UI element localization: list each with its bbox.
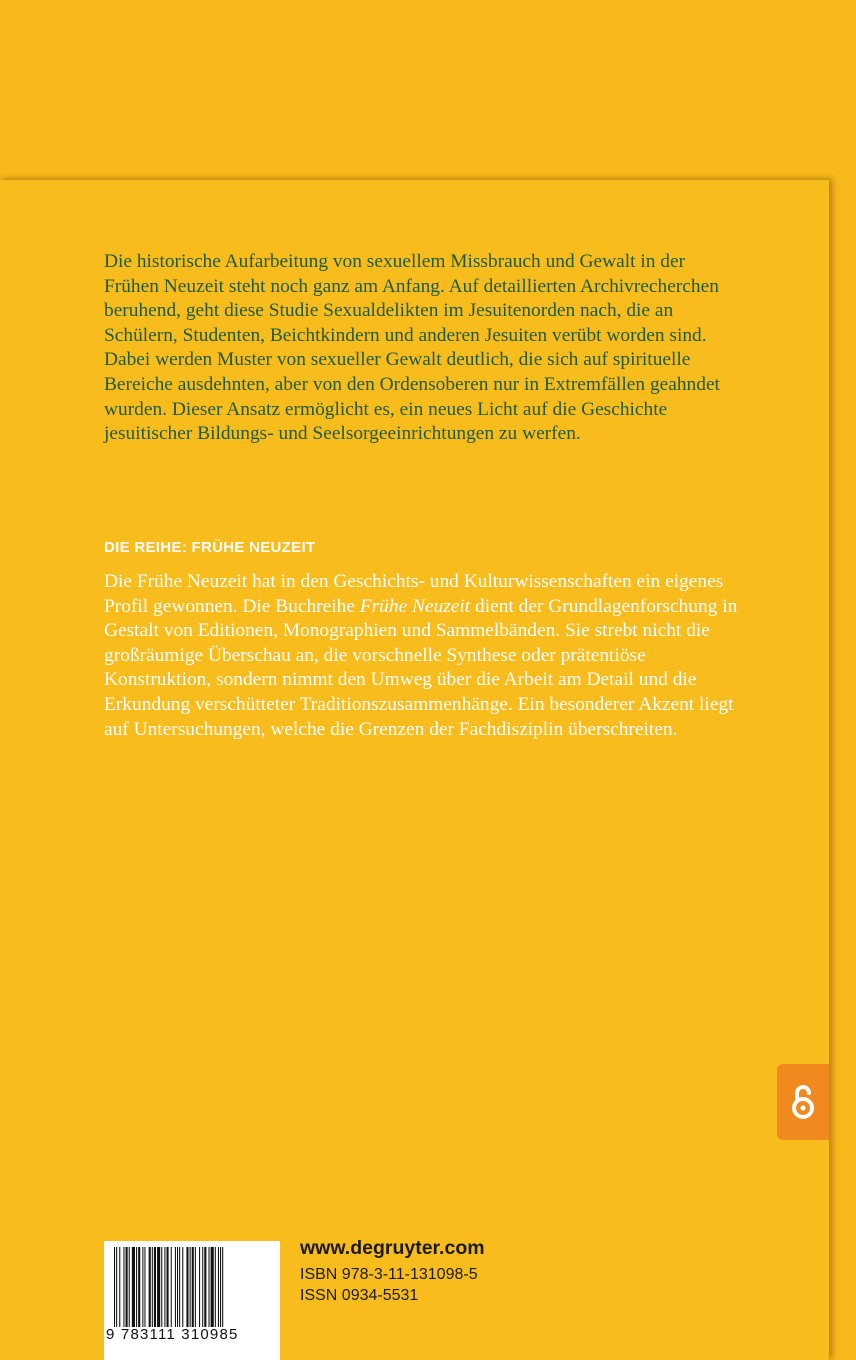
barcode-bar bbox=[171, 1247, 172, 1327]
isbn-number: ISBN 978-3-11-131098-5 bbox=[300, 1266, 478, 1283]
issn-number: ISSN 0934-5531 bbox=[300, 1287, 419, 1304]
barcode-bar bbox=[218, 1247, 219, 1327]
barcode-bars bbox=[114, 1247, 270, 1327]
barcode-bar bbox=[161, 1247, 162, 1327]
barcode-bar bbox=[136, 1247, 137, 1327]
barcode-bar bbox=[126, 1247, 128, 1327]
barcode-bar bbox=[142, 1247, 143, 1327]
barcode-bar bbox=[179, 1247, 180, 1327]
barcode-bar bbox=[114, 1247, 115, 1327]
barcode-bar bbox=[177, 1247, 178, 1327]
series-text-end: dient der Grundlagenforschung in Gestalt von Editionen, Monographien und Sammelbänden. Sie strebt nicht die großräumige Überschau an, die vorschnelle Synthese oder prätentiöse Konstruktion, sondern nimmt den Umweg über die Arbeit am Detail und die Erkundung verschütteter Traditionszusammenhänge. Ein besonderer Akzent liegt auf Untersuchungen, welche die Grenzen der Fachdisziplin überschreiten. bbox=[104, 595, 738, 740]
barcode-bar bbox=[220, 1247, 221, 1327]
barcode-bar bbox=[186, 1247, 188, 1327]
barcode-bar bbox=[222, 1247, 223, 1327]
barcode-bar bbox=[138, 1247, 140, 1327]
publisher-info bbox=[300, 1237, 485, 1306]
barcode-bar bbox=[119, 1247, 120, 1327]
barcode-bar bbox=[215, 1247, 216, 1327]
barcode-bar bbox=[132, 1247, 135, 1327]
series-heading: DIE REIHE: FRÜHE NEUZEIT bbox=[104, 539, 316, 556]
barcode-bar bbox=[211, 1247, 214, 1327]
barcode-bar bbox=[152, 1247, 153, 1327]
barcode-bar bbox=[154, 1247, 156, 1327]
barcode-bar bbox=[149, 1247, 151, 1327]
barcode-bar bbox=[157, 1247, 160, 1327]
barcode-bar bbox=[175, 1247, 176, 1327]
book-description: Die historische Aufarbeitung von sexuellem Missbrauch und Gewalt in der Frühen Neuzeit steht noch ganz am Anfang. Auf detaillierten Archivrecherchen beruhend, geht diese Studie Sexualdelikten im Jesuitenorden nach, die an Schülern, Studenten, Beichtkindern und anderen Jesuiten verübt worden sind. Dabei werden Muster von sexueller Gewalt deutlich, die sich auf spirituelle Bereiche ausdehnten, aber von den Ordensoberen nur in Extremfällen geahndet wurden. Dieser Ansatz ermöglicht es, ein neues Licht auf die Geschichte jesuitischer Bildungs- und Seelsorgeeinrichtungen zu werfen. bbox=[104, 251, 720, 445]
series-description bbox=[104, 570, 754, 742]
barcode-bar bbox=[192, 1247, 194, 1327]
barcode-bar bbox=[202, 1247, 203, 1327]
open-access-lock-icon bbox=[788, 1082, 818, 1122]
barcode-bar bbox=[116, 1247, 117, 1327]
series-title: Frühe Neuzeit bbox=[359, 595, 471, 617]
barcode-number: 9 783111 310985 bbox=[106, 1326, 239, 1343]
barcode bbox=[104, 1241, 280, 1360]
open-access-tab bbox=[777, 1064, 829, 1140]
barcode-bar bbox=[199, 1247, 200, 1327]
barcode-bar bbox=[209, 1247, 210, 1327]
barcode-bar bbox=[195, 1247, 196, 1327]
barcode-bar bbox=[182, 1247, 183, 1327]
series-text-start: Die Frühe Neuzeit hat in den Geschichts- und Kulturwissenschaften ein eigenes Profil gewonnen. Die Buchreihe bbox=[104, 571, 724, 617]
barcode-bar bbox=[129, 1247, 130, 1327]
barcode-bar bbox=[190, 1247, 191, 1327]
barcode-bar bbox=[144, 1247, 145, 1327]
barcode-bar bbox=[164, 1247, 165, 1327]
barcode-bar bbox=[204, 1247, 206, 1327]
publisher-website[interactable]: www.degruyter.com bbox=[300, 1237, 485, 1259]
barcode-bar bbox=[167, 1247, 169, 1327]
barcode-bar bbox=[123, 1247, 124, 1327]
